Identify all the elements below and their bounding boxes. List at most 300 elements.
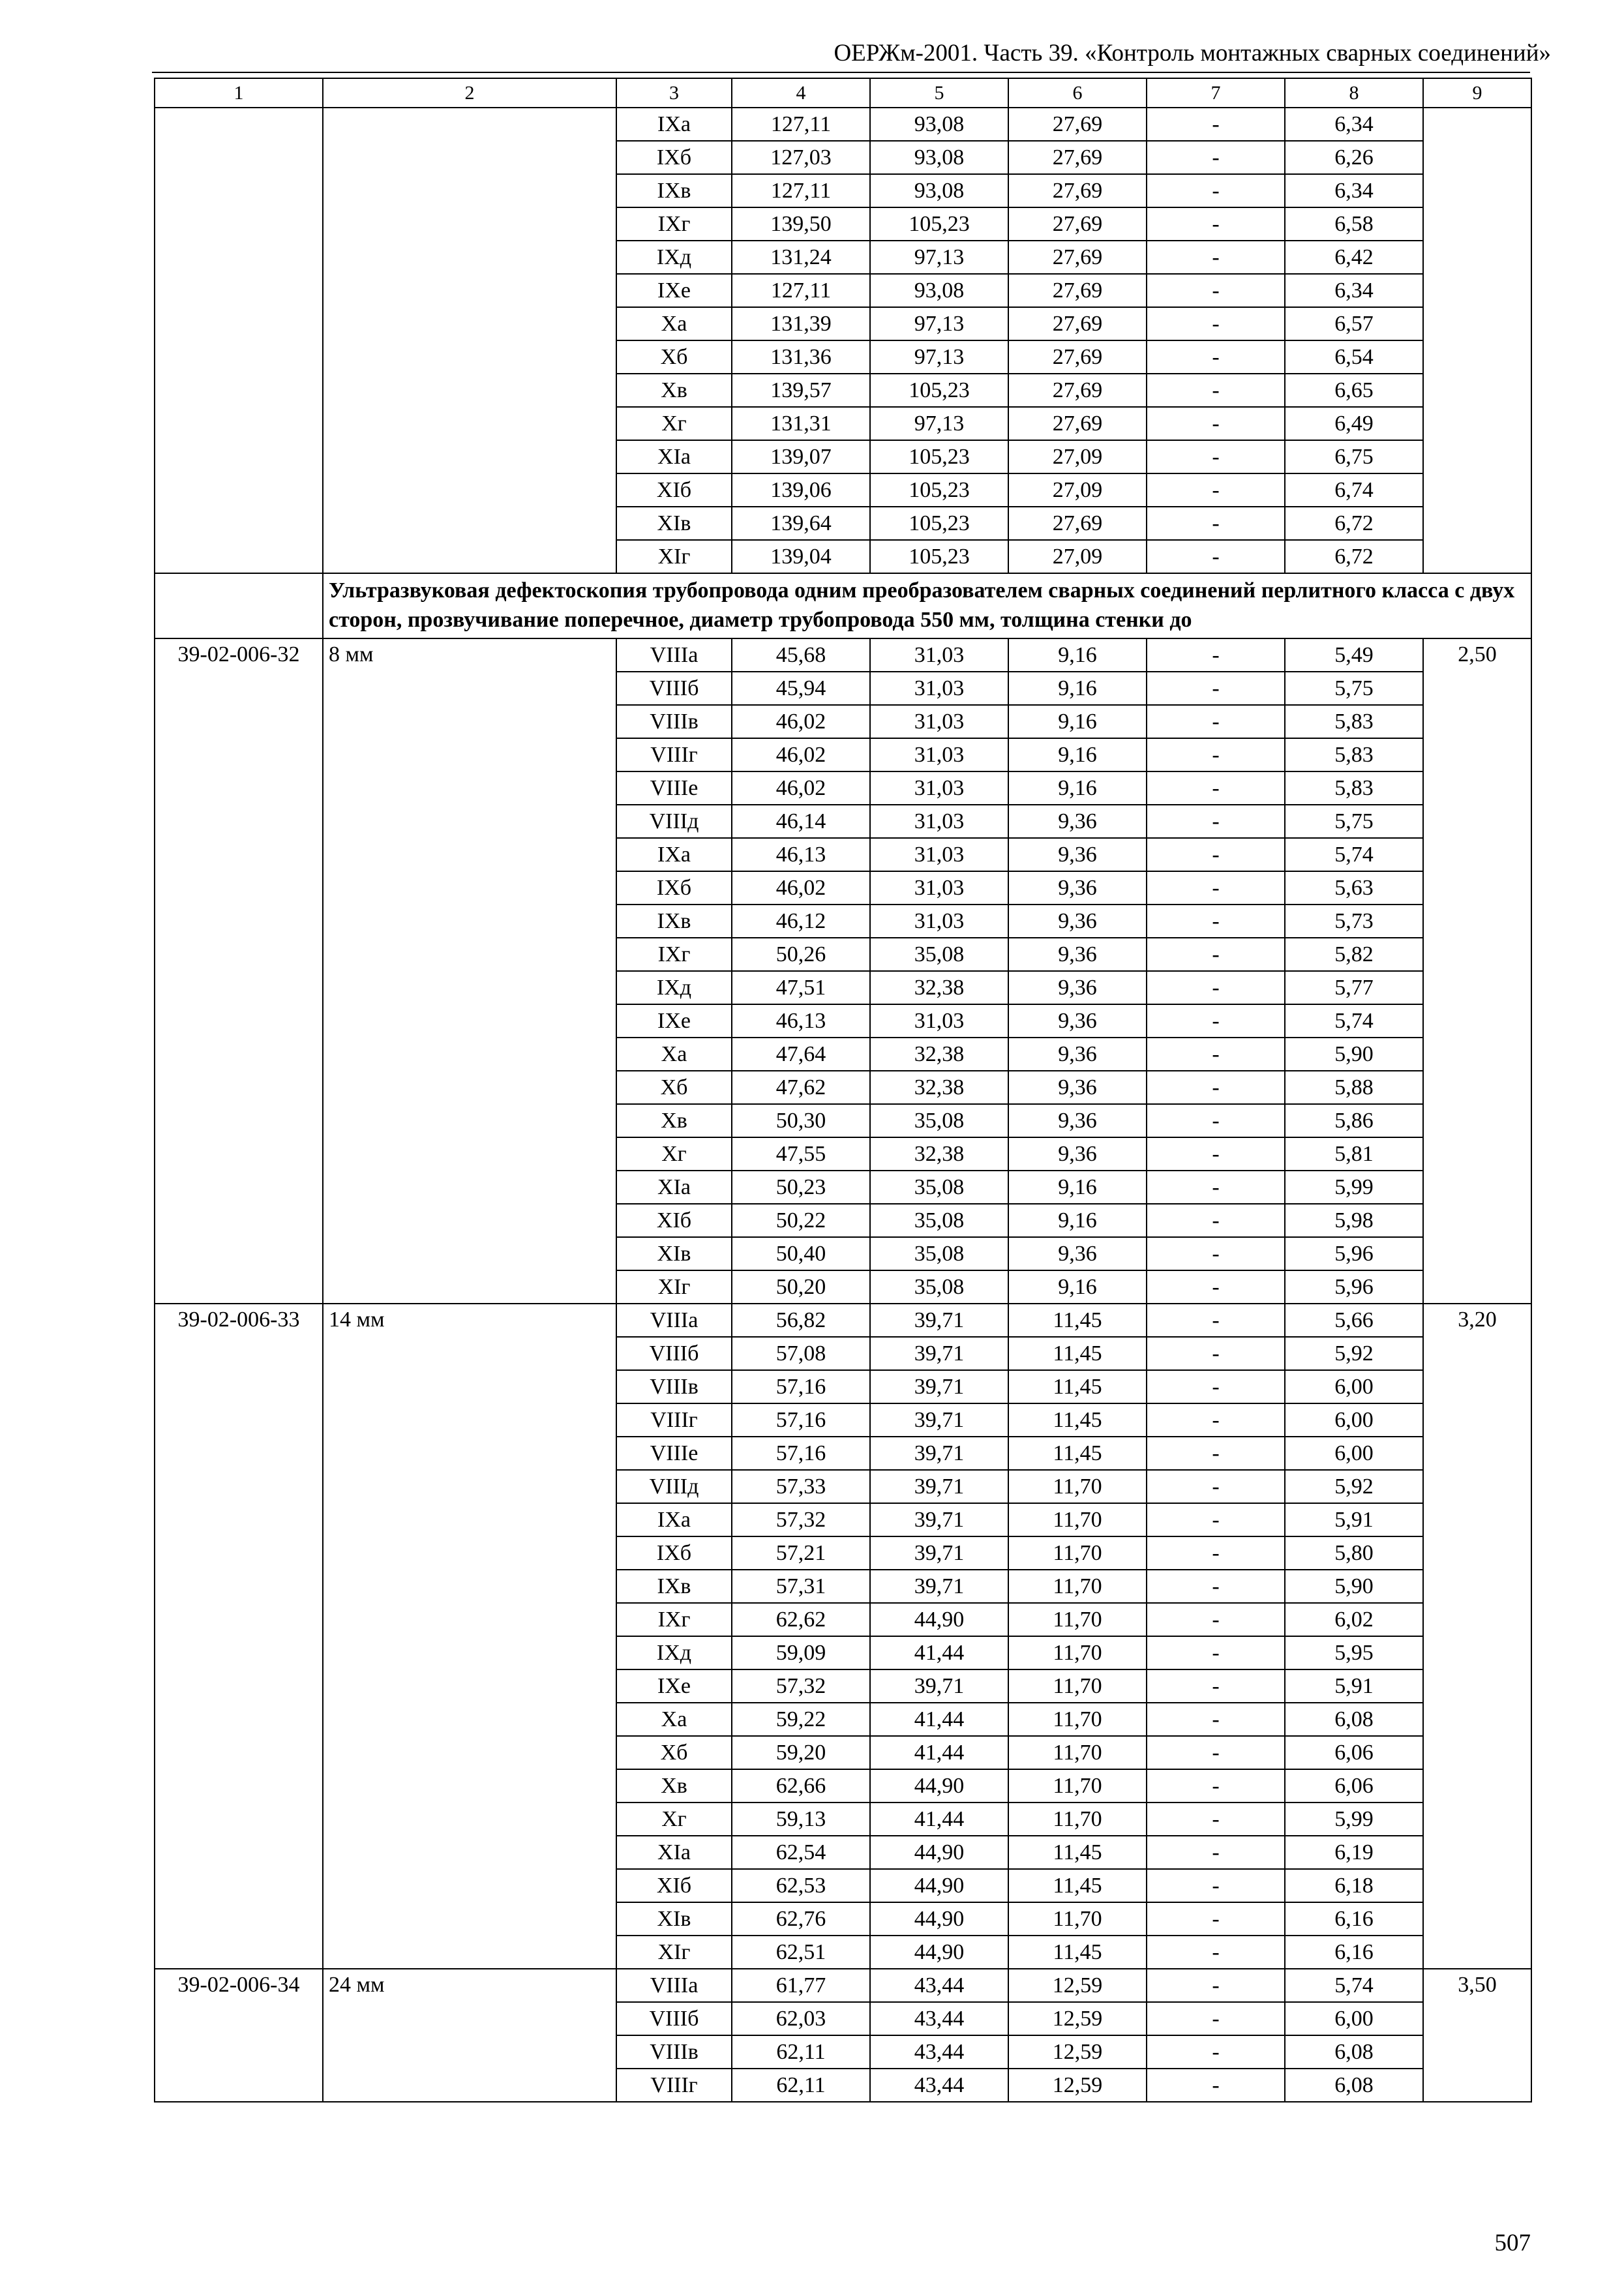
table-cell: - — [1147, 738, 1285, 771]
table-cell: 12,59 — [1008, 2069, 1147, 2102]
table-cell: 6,65 — [1285, 374, 1423, 407]
table-cell: VIIIд — [616, 805, 732, 838]
table-cell: 35,08 — [870, 1204, 1008, 1237]
table-cell: 43,44 — [870, 2002, 1008, 2035]
column-number: 8 — [1285, 78, 1423, 108]
table-cell: 50,30 — [732, 1104, 870, 1137]
table-cell: 46,13 — [732, 838, 870, 871]
table-cell: - — [1147, 1503, 1285, 1536]
table-cell: VIIIб — [616, 1337, 732, 1370]
table-cell: - — [1147, 1969, 1285, 2002]
table-cell: 6,00 — [1285, 1437, 1423, 1470]
price-cell: 3,50 — [1423, 1969, 1531, 2102]
table-cell: 31,03 — [870, 805, 1008, 838]
table-row — [155, 1304, 1531, 1337]
table-cell: - — [1147, 1703, 1285, 1736]
table-cell: IXе — [616, 274, 732, 307]
header-rule — [152, 72, 1530, 73]
table-cell: 44,90 — [870, 1902, 1008, 1936]
table-cell: 9,16 — [1008, 672, 1147, 705]
table-cell: 6,26 — [1285, 141, 1423, 174]
table-cell: VIIIа — [616, 638, 732, 672]
table-cell: 47,51 — [732, 971, 870, 1004]
table-cell: - — [1147, 108, 1285, 141]
table-cell: XIа — [616, 1171, 732, 1204]
column-number: 2 — [323, 78, 616, 108]
table-cell: - — [1147, 1437, 1285, 1470]
table-cell: 39,71 — [870, 1470, 1008, 1503]
table-cell: 9,36 — [1008, 805, 1147, 838]
table-row — [155, 638, 1531, 672]
table-cell: - — [1147, 1204, 1285, 1237]
table-cell: 11,45 — [1008, 1869, 1147, 1902]
table-cell: 127,11 — [732, 274, 870, 307]
table-cell: 127,03 — [732, 141, 870, 174]
table-cell: 97,13 — [870, 407, 1008, 440]
table-cell: 39,71 — [870, 1337, 1008, 1370]
table-cell: 62,76 — [732, 1902, 870, 1936]
table-cell: 31,03 — [870, 871, 1008, 905]
table-cell: 32,38 — [870, 1137, 1008, 1171]
table-cell: - — [1147, 1137, 1285, 1171]
table-cell: 93,08 — [870, 274, 1008, 307]
table-cell: 35,08 — [870, 1237, 1008, 1270]
table-cell: 6,72 — [1285, 507, 1423, 540]
table-cell: 5,63 — [1285, 871, 1423, 905]
table-cell: 6,34 — [1285, 274, 1423, 307]
table-cell: 43,44 — [870, 2035, 1008, 2069]
table-cell: 11,45 — [1008, 1370, 1147, 1403]
table-cell: 5,74 — [1285, 838, 1423, 871]
table-cell: Xб — [616, 340, 732, 374]
table-cell: IXг — [616, 207, 732, 241]
table-cell: Xв — [616, 1104, 732, 1137]
table-cell: 27,69 — [1008, 108, 1147, 141]
table-cell: 46,13 — [732, 1004, 870, 1038]
table-cell: - — [1147, 1171, 1285, 1204]
table-cell: 41,44 — [870, 1803, 1008, 1836]
table-cell: - — [1147, 1536, 1285, 1570]
table-cell: - — [1147, 2035, 1285, 2069]
thickness-cell: 24 мм — [323, 1969, 616, 2102]
table-cell: 6,34 — [1285, 108, 1423, 141]
table-cell: 41,44 — [870, 1736, 1008, 1769]
thickness-cell: 8 мм — [323, 638, 616, 1304]
table-cell: 11,70 — [1008, 1570, 1147, 1603]
table-cell: IXв — [616, 174, 732, 207]
table-cell: 5,91 — [1285, 1669, 1423, 1703]
table-cell: 9,36 — [1008, 971, 1147, 1004]
table-cell: 27,69 — [1008, 407, 1147, 440]
table-cell: 5,75 — [1285, 672, 1423, 705]
table-cell: - — [1147, 971, 1285, 1004]
table-cell: 57,16 — [732, 1437, 870, 1470]
table-cell: - — [1147, 938, 1285, 971]
table-cell: 31,03 — [870, 838, 1008, 871]
table-cell: 27,69 — [1008, 241, 1147, 274]
table-cell: - — [1147, 1370, 1285, 1403]
table-cell: XIв — [616, 1902, 732, 1936]
table-cell: 131,24 — [732, 241, 870, 274]
table-cell: 59,20 — [732, 1736, 870, 1769]
table-cell: 9,16 — [1008, 771, 1147, 805]
table-cell: 57,32 — [732, 1503, 870, 1536]
table-cell: 11,70 — [1008, 1736, 1147, 1769]
table-cell: XIб — [616, 1869, 732, 1902]
table-cell: 62,51 — [732, 1936, 870, 1969]
table-cell: 5,66 — [1285, 1304, 1423, 1337]
table-cell: 35,08 — [870, 1270, 1008, 1304]
table-cell: - — [1147, 374, 1285, 407]
table-cell: 6,08 — [1285, 2069, 1423, 2102]
table-cell: 6,19 — [1285, 1836, 1423, 1869]
table-cell: - — [1147, 1736, 1285, 1769]
table-cell: IXд — [616, 971, 732, 1004]
table-cell: 5,98 — [1285, 1204, 1423, 1237]
table-cell: 105,23 — [870, 440, 1008, 473]
code-cell: 39-02-006-32 — [155, 638, 323, 1304]
price-cell — [1423, 108, 1531, 573]
table-cell: 105,23 — [870, 540, 1008, 573]
table-cell: 9,36 — [1008, 1137, 1147, 1171]
table-cell: XIа — [616, 440, 732, 473]
table-cell: 11,45 — [1008, 1304, 1147, 1337]
table-cell: 139,57 — [732, 374, 870, 407]
table-cell: - — [1147, 1038, 1285, 1071]
table-cell: Xа — [616, 1703, 732, 1736]
table-cell: - — [1147, 540, 1285, 573]
table-cell: 39,71 — [870, 1669, 1008, 1703]
table-cell: 9,36 — [1008, 905, 1147, 938]
table-cell: 46,14 — [732, 805, 870, 838]
table-cell: 12,59 — [1008, 2002, 1147, 2035]
table-cell: IXа — [616, 838, 732, 871]
table-cell: VIIIе — [616, 771, 732, 805]
table-cell: 31,03 — [870, 672, 1008, 705]
table-cell: - — [1147, 174, 1285, 207]
table-cell: 5,81 — [1285, 1137, 1423, 1171]
table-cell: 59,22 — [732, 1703, 870, 1736]
table-cell: 5,73 — [1285, 905, 1423, 938]
table-cell: 9,36 — [1008, 1104, 1147, 1137]
table-cell: 139,04 — [732, 540, 870, 573]
table-cell: 5,88 — [1285, 1071, 1423, 1104]
table-cell: 6,49 — [1285, 407, 1423, 440]
table-cell: 5,74 — [1285, 1969, 1423, 2002]
table-cell: 5,90 — [1285, 1570, 1423, 1603]
table-cell: 57,33 — [732, 1470, 870, 1503]
table-cell: 6,00 — [1285, 1370, 1423, 1403]
table-cell: 43,44 — [870, 1969, 1008, 2002]
table-cell: VIIIв — [616, 1370, 732, 1403]
table-cell: - — [1147, 507, 1285, 540]
table-cell: Xб — [616, 1736, 732, 1769]
table-cell: - — [1147, 207, 1285, 241]
table-cell: - — [1147, 1470, 1285, 1503]
table-cell: IXд — [616, 1636, 732, 1669]
table-cell: 44,90 — [870, 1936, 1008, 1969]
table-cell: 97,13 — [870, 307, 1008, 340]
table-cell: 6,02 — [1285, 1603, 1423, 1636]
code-cell: 39-02-006-34 — [155, 1969, 323, 2102]
column-number: 3 — [616, 78, 732, 108]
table-cell: IXа — [616, 108, 732, 141]
table-cell: 45,94 — [732, 672, 870, 705]
column-number: 7 — [1147, 78, 1285, 108]
table-cell: XIв — [616, 507, 732, 540]
table-cell: - — [1147, 440, 1285, 473]
table-cell: - — [1147, 307, 1285, 340]
table-cell: 39,71 — [870, 1536, 1008, 1570]
table-cell: - — [1147, 1004, 1285, 1038]
page-number: 507 — [1494, 2230, 1531, 2256]
table-cell: 5,91 — [1285, 1503, 1423, 1536]
table-cell: 105,23 — [870, 207, 1008, 241]
table-cell: VIIIв — [616, 2035, 732, 2069]
table-cell: 11,70 — [1008, 1769, 1147, 1803]
table-cell: Xв — [616, 374, 732, 407]
table-cell: 9,16 — [1008, 738, 1147, 771]
table-cell: 5,92 — [1285, 1337, 1423, 1370]
table-cell: 5,86 — [1285, 1104, 1423, 1137]
table-cell: 5,96 — [1285, 1270, 1423, 1304]
table-cell: 6,16 — [1285, 1902, 1423, 1936]
table-cell: 11,70 — [1008, 1636, 1147, 1669]
table-cell: 11,70 — [1008, 1470, 1147, 1503]
table-cell: 9,36 — [1008, 1237, 1147, 1270]
table-cell: 105,23 — [870, 374, 1008, 407]
table-cell: IXе — [616, 1669, 732, 1703]
price-cell: 2,50 — [1423, 638, 1531, 1304]
table-cell: - — [1147, 871, 1285, 905]
table-cell: 6,72 — [1285, 540, 1423, 573]
table-cell: - — [1147, 1570, 1285, 1603]
table-cell: 5,83 — [1285, 771, 1423, 805]
table-cell: 97,13 — [870, 340, 1008, 374]
table-cell: 97,13 — [870, 241, 1008, 274]
table-cell: 6,18 — [1285, 1869, 1423, 1902]
table-cell: - — [1147, 2002, 1285, 2035]
table-cell: Xб — [616, 1071, 732, 1104]
table-cell: 5,74 — [1285, 1004, 1423, 1038]
table-cell: - — [1147, 705, 1285, 738]
table-cell: - — [1147, 771, 1285, 805]
table-cell: 9,36 — [1008, 1038, 1147, 1071]
table-cell: 127,11 — [732, 108, 870, 141]
table-cell: 31,03 — [870, 738, 1008, 771]
table-cell: 44,90 — [870, 1836, 1008, 1869]
table-cell: 6,00 — [1285, 2002, 1423, 2035]
table-cell: - — [1147, 1669, 1285, 1703]
table-cell: 131,39 — [732, 307, 870, 340]
table-cell: 6,74 — [1285, 473, 1423, 507]
column-number: 4 — [732, 78, 870, 108]
table-cell: IXа — [616, 1503, 732, 1536]
table-cell: 127,11 — [732, 174, 870, 207]
table-cell: 9,36 — [1008, 838, 1147, 871]
table-cell: 27,09 — [1008, 540, 1147, 573]
thickness-cell: 14 мм — [323, 1304, 616, 1969]
table-cell: 5,82 — [1285, 938, 1423, 971]
table-cell: 62,11 — [732, 2035, 870, 2069]
table-cell: 44,90 — [870, 1869, 1008, 1902]
table-cell: Xв — [616, 1769, 732, 1803]
page-header: ОЕРЖм-2001. Часть 39. «Контроль монтажных сварных соединений» — [834, 40, 1551, 67]
table-cell: 47,62 — [732, 1071, 870, 1104]
table-cell: 131,31 — [732, 407, 870, 440]
table-cell: 39,71 — [870, 1437, 1008, 1470]
table-cell: - — [1147, 407, 1285, 440]
column-number: 9 — [1423, 78, 1531, 108]
table-cell: 5,95 — [1285, 1636, 1423, 1669]
table-cell: XIб — [616, 1204, 732, 1237]
table-cell: 56,82 — [732, 1304, 870, 1337]
table-cell: 50,23 — [732, 1171, 870, 1204]
table-cell: 39,71 — [870, 1304, 1008, 1337]
table-cell: 5,83 — [1285, 705, 1423, 738]
table-cell: - — [1147, 340, 1285, 374]
table-cell: 11,45 — [1008, 1936, 1147, 1969]
table-cell: 9,16 — [1008, 1204, 1147, 1237]
table-cell: - — [1147, 1071, 1285, 1104]
table-cell: 11,70 — [1008, 1703, 1147, 1736]
table-cell: XIг — [616, 1936, 732, 1969]
table-cell: 57,31 — [732, 1570, 870, 1603]
table-cell: IXе — [616, 1004, 732, 1038]
table-cell: 35,08 — [870, 1171, 1008, 1204]
table-cell: 27,69 — [1008, 307, 1147, 340]
table-cell: 62,03 — [732, 2002, 870, 2035]
table-cell: 6,58 — [1285, 207, 1423, 241]
table-cell: 27,69 — [1008, 207, 1147, 241]
table-cell: - — [1147, 1636, 1285, 1669]
table-cell: XIг — [616, 540, 732, 573]
table-cell: 41,44 — [870, 1636, 1008, 1669]
table-cell: 57,08 — [732, 1337, 870, 1370]
table-cell: 105,23 — [870, 473, 1008, 507]
table-cell: 9,36 — [1008, 1071, 1147, 1104]
table-cell: - — [1147, 1869, 1285, 1902]
table-cell: 62,53 — [732, 1869, 870, 1902]
table-cell: 44,90 — [870, 1769, 1008, 1803]
table-cell: - — [1147, 1403, 1285, 1437]
table-cell: VIIIа — [616, 1969, 732, 2002]
table-cell: VIIIб — [616, 672, 732, 705]
table-cell: 44,90 — [870, 1603, 1008, 1636]
table-cell: 93,08 — [870, 174, 1008, 207]
table-cell: - — [1147, 2069, 1285, 2102]
table-cell: 32,38 — [870, 1071, 1008, 1104]
table-cell: VIIIг — [616, 738, 732, 771]
table-cell: 61,77 — [732, 1969, 870, 2002]
table-cell: 46,12 — [732, 905, 870, 938]
table-cell: 50,26 — [732, 938, 870, 971]
table-cell: 11,70 — [1008, 1603, 1147, 1636]
table-cell: 6,42 — [1285, 241, 1423, 274]
table-cell: 5,96 — [1285, 1237, 1423, 1270]
table-cell: - — [1147, 1237, 1285, 1270]
table-cell: 31,03 — [870, 638, 1008, 672]
column-number-row — [155, 78, 1531, 108]
rates-table — [154, 78, 1532, 2102]
table-cell: - — [1147, 1104, 1285, 1137]
table-cell: - — [1147, 1270, 1285, 1304]
table-cell: 11,45 — [1008, 1836, 1147, 1869]
table-cell: 46,02 — [732, 771, 870, 805]
table-cell: 6,34 — [1285, 174, 1423, 207]
table-cell: 62,11 — [732, 2069, 870, 2102]
table-cell: - — [1147, 1902, 1285, 1936]
table-cell: 6,08 — [1285, 2035, 1423, 2069]
table-cell: - — [1147, 672, 1285, 705]
table-cell: Xа — [616, 307, 732, 340]
table-cell: 27,69 — [1008, 374, 1147, 407]
table-cell: 11,45 — [1008, 1437, 1147, 1470]
table-cell: 6,54 — [1285, 340, 1423, 374]
table-cell: VIIIб — [616, 2002, 732, 2035]
table-cell: 50,40 — [732, 1237, 870, 1270]
table-cell: - — [1147, 805, 1285, 838]
table-cell: IXб — [616, 1536, 732, 1570]
column-number: 6 — [1008, 78, 1147, 108]
table-cell: 11,70 — [1008, 1503, 1147, 1536]
price-cell: 3,20 — [1423, 1304, 1531, 1969]
table-cell: 9,36 — [1008, 871, 1147, 905]
code-cell: 39-02-006-33 — [155, 1304, 323, 1969]
table-cell: 11,45 — [1008, 1403, 1147, 1437]
code-cell — [155, 108, 323, 573]
table-cell: 27,69 — [1008, 274, 1147, 307]
table-cell: VIIIг — [616, 1403, 732, 1437]
table-cell: 5,83 — [1285, 738, 1423, 771]
table-cell: 31,03 — [870, 905, 1008, 938]
table-cell: 32,38 — [870, 971, 1008, 1004]
table-cell: 45,68 — [732, 638, 870, 672]
table-cell: 27,69 — [1008, 340, 1147, 374]
table-cell: 57,32 — [732, 1669, 870, 1703]
table-cell: 39,71 — [870, 1503, 1008, 1536]
table-cell: 93,08 — [870, 108, 1008, 141]
table-row — [155, 1969, 1531, 2002]
table-cell: 5,75 — [1285, 805, 1423, 838]
table-cell: IXб — [616, 871, 732, 905]
table-cell: 57,16 — [732, 1370, 870, 1403]
table-cell: 6,16 — [1285, 1936, 1423, 1969]
table-cell: - — [1147, 473, 1285, 507]
table-cell: 31,03 — [870, 771, 1008, 805]
table-cell: 9,16 — [1008, 705, 1147, 738]
table-cell: 5,49 — [1285, 638, 1423, 672]
table-cell: 35,08 — [870, 938, 1008, 971]
table-cell: 5,90 — [1285, 1038, 1423, 1071]
table-cell: - — [1147, 1836, 1285, 1869]
table-cell: IXв — [616, 905, 732, 938]
table-cell: 11,70 — [1008, 1902, 1147, 1936]
table-cell: 31,03 — [870, 1004, 1008, 1038]
table-cell: - — [1147, 1936, 1285, 1969]
table-cell: 46,02 — [732, 738, 870, 771]
table-cell: 39,71 — [870, 1370, 1008, 1403]
table-cell: 6,57 — [1285, 307, 1423, 340]
table-cell: 59,09 — [732, 1636, 870, 1669]
table-cell: VIIIд — [616, 1470, 732, 1503]
table-cell: 5,77 — [1285, 971, 1423, 1004]
table-cell: 6,08 — [1285, 1703, 1423, 1736]
table-cell: - — [1147, 241, 1285, 274]
section-title: Ультразвуковая дефектоскопия трубопровода одним преобразователем сварных соединений перлитного класса с двух сторон, прозвучивание поперечное, диаметр трубопровода 550 мм, толщина стенки до — [323, 573, 1531, 638]
table-cell: - — [1147, 1803, 1285, 1836]
table-cell: - — [1147, 905, 1285, 938]
